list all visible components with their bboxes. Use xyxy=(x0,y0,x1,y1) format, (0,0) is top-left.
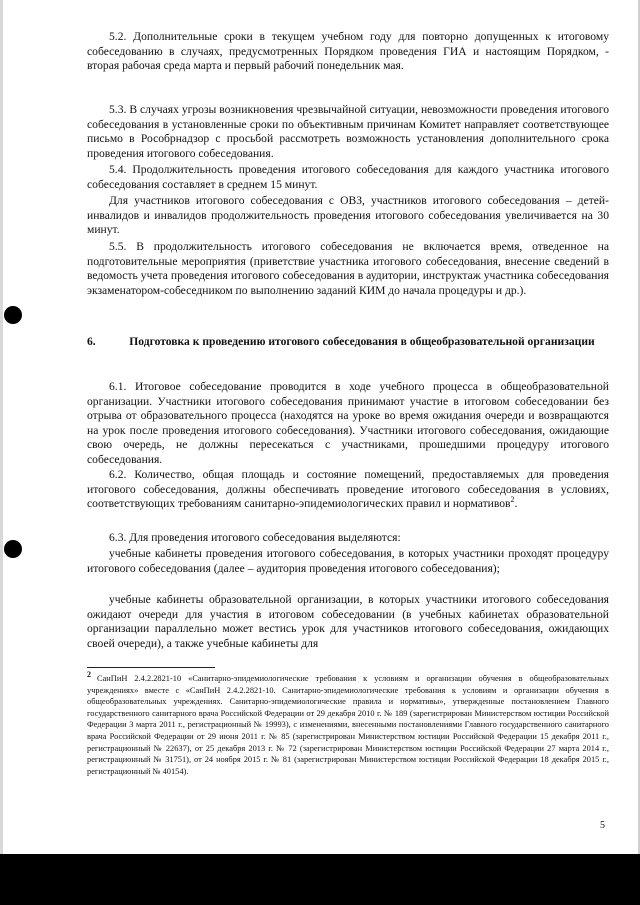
footnote-mark: 2 xyxy=(87,670,91,680)
section-6-number: 6. xyxy=(87,335,96,348)
footnote-reference[interactable]: 2 xyxy=(510,495,515,505)
paragraph-5-5: 5.5. В продолжительность итогового собеседования не включается время, отведенное на подготовительные мероприятия (приветствие участника итогового собеседования, внесение сведений в ведомость учета проведения итогового собеседования в аудитории, инструктаж участника собеседования экзаменатором-собеседником по выполнению заданий КИМ до начала процедуры и др.). xyxy=(87,240,609,297)
paragraph-5-4: 5.4. Продолжительность проведения итогового собеседования для каждого участника итогового собеседования составляет в среднем 15 минут. xyxy=(87,163,609,191)
paragraph-6-2-end: . xyxy=(514,497,518,511)
footnote-text: СанПиН 2.4.2.2821-10 «Санитарно-эпидемиологические требования к условиям и организации обучения в общеобразовательных учреждениях» вместе с «СанПиН 2.4.2.2821-10. Санитарно-эпидемиологические требования к условиям и организации обучения в общеобразовательных учреждениях. Санитарно-эпидемиологические правила и нормативы», утвержденные постановлением Главного государственного санитарного врача Российской Федерации от 29 декабря 2010 г. № 189 (зарегистрирован Министерством юстиции Российской Федерации 3 марта 2011 г., регистрационный № 19993), с изменениями, внесенными постановлениями Главного государственного санитарного врача Российской Федерации от 29 июня 2011 г. № 85 (зарегистрирован Министерством юстиции Российской Федерации 15 декабря 2011 г., регистрационный № 22637), от 25 декабря 2013 г. № 72 (зарегистрирован Министерством юстиции Российской Федерации 27 марта 2014 г., регистрационный № 31751), от 24 ноября 2015 г. № 81 (зарегистрирован Министерством юстиции Российской Федерации 18 декабря 2015 г., регистрационный № 40154). xyxy=(87,674,609,776)
paragraph-6-3: 6.3. Для проведения итогового собеседования выделяются: xyxy=(109,531,401,544)
paragraph-6-3-waiting-rooms: учебные кабинеты образовательной организации, в которых участники итогового собеседования ожидают очереди для участия в итоговом собеседовании (в учебных кабинетах образовательной организации параллельно может вестись урок для участников итогового собеседования, ожидающих своей очереди), а также учебные кабинеты для xyxy=(87,593,609,650)
footnote-divider xyxy=(87,667,215,668)
page-number: 5 xyxy=(600,820,605,831)
paragraph-6-1: 6.1. Итоговое собеседование проводится в ходе учебного процесса в общеобразовательной организации. Участники итогового собеседования принимают участие в итоговом собеседовании без отрыва от образовательного процесса (находятся на уроке во время ожидания очереди и возвращаются на урок после проведения итогового собеседования). Участники итогового собеседования, ожидающие свою очередь, не должны пересекаться с участниками, прошедшими процедуру итогового собеседования. xyxy=(87,380,609,466)
scan-bottom-band xyxy=(0,854,640,905)
paragraph-6-3-auditoriums: учебные кабинеты проведения итогового собеседования, в которых участники проходят процедуру итогового собеседования (далее – аудитория проведения итогового собеседования); xyxy=(87,547,609,575)
punch-hole-bottom xyxy=(4,540,22,558)
paragraph-5-2: 5.2. Дополнительные сроки в текущем учебном году для повторно допущенных к итоговому собеседованию в случаях, предусмотренных Порядком проведения ГИА и настоящим Порядком, - вторая рабочая среда марта и первый рабочий понедельник мая. xyxy=(87,30,609,73)
section-6-title: Подготовка к проведению итогового собеседования в общеобразовательной организации xyxy=(129,335,595,348)
paragraph-6-2-text: 6.2. Количество, общая площадь и состояние помещений, предоставляемых для проведения итогового собеседования, должны обеспечивать проведение итогового собеседования в условиях, соответствующих требованиям санитарно-эпидемиологических правил и нормативов xyxy=(87,468,609,511)
paragraph-6-2 xyxy=(87,468,609,512)
footnote xyxy=(87,670,609,777)
paragraph-5-4-ovz: Для участников итогового собеседования с ОВЗ, участников итогового собеседования – детей-инвалидов и инвалидов продолжительность проведения итогового собеседования увеличивается на 30 минут. xyxy=(87,194,609,237)
section-6-heading xyxy=(87,335,609,350)
paragraph-5-3: 5.3. В случаях угрозы возникновения чрезвычайной ситуации, невозможности проведения итогового собеседования в установленные сроки по объективным причинам Комитет направляет соответствующее письмо в Рособрнадзор с просьбой рассмотреть возможность установления дополнительного срока проведения итогового собеседования. xyxy=(87,103,609,160)
scan-left-edge xyxy=(0,0,3,854)
punch-hole-top xyxy=(4,306,22,324)
